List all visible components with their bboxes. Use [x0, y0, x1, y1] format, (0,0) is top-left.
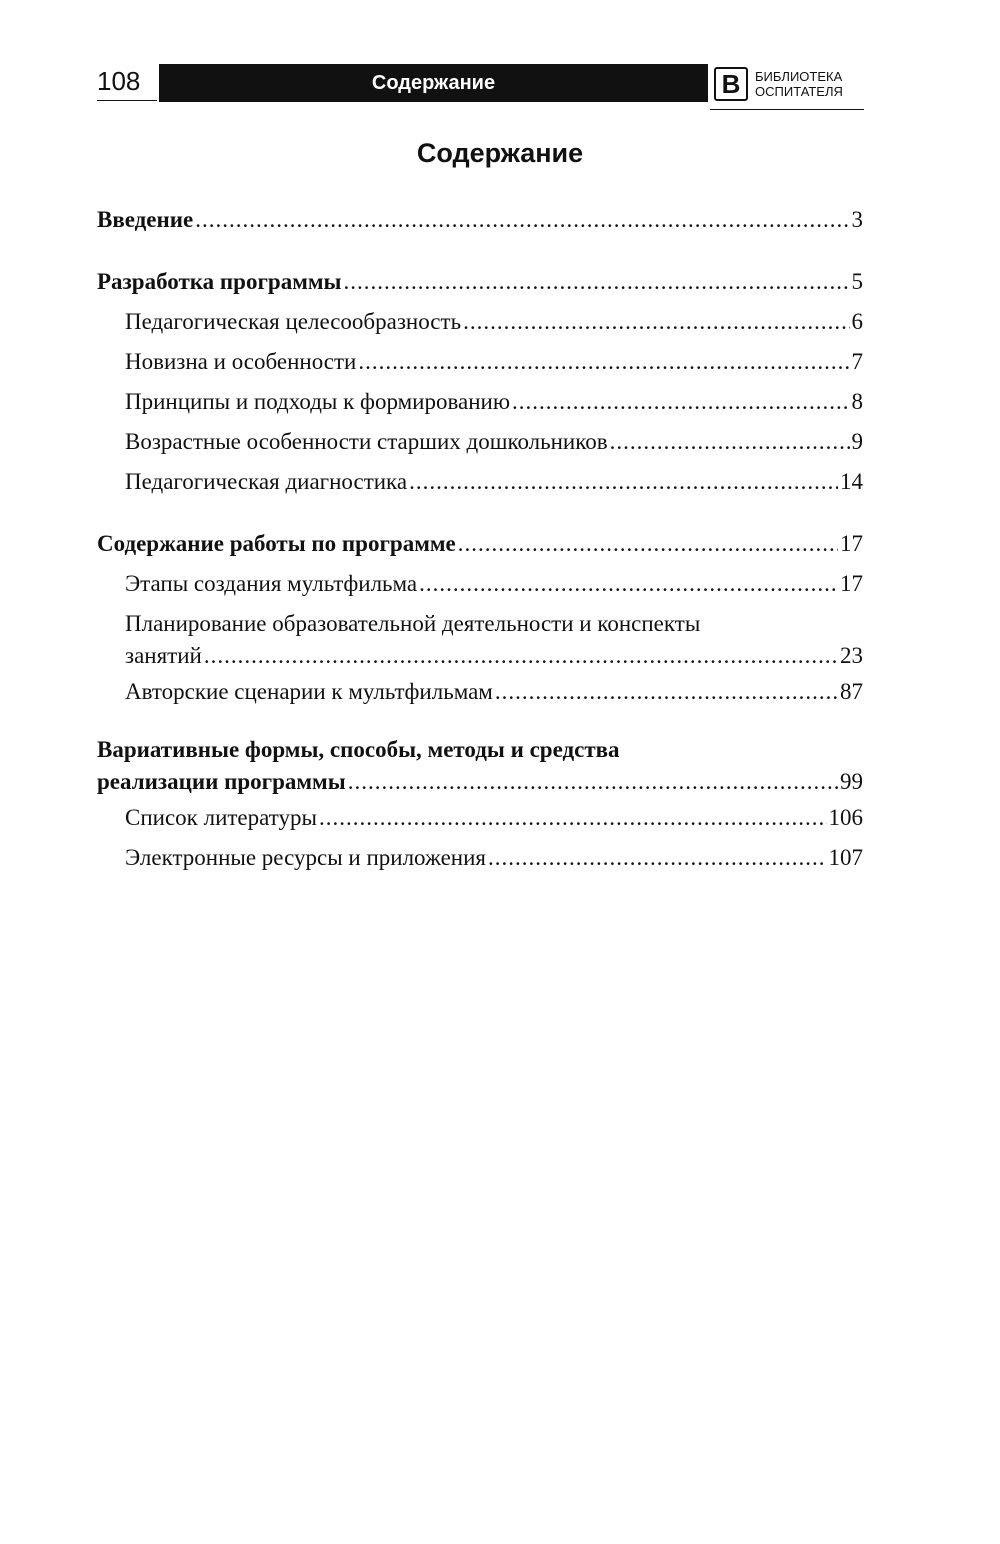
toc-entry-label: Электронные ресурсы и приложения [125, 845, 486, 870]
section-gap [97, 502, 863, 524]
toc-entry-page: 17 [840, 571, 863, 596]
toc-entry-page: 3 [851, 207, 863, 232]
section-gap [97, 240, 863, 262]
toc-entry-last-line [125, 640, 863, 672]
dot-leader [463, 302, 849, 342]
dot-leader [488, 838, 827, 878]
dot-leader [319, 798, 827, 838]
toc-entry-label: Разработка программы [97, 269, 342, 294]
toc-entry-last-line [97, 766, 863, 798]
toc-entry-label: Педагогическая диагностика [125, 469, 408, 494]
toc-entry-label: Список литературы [125, 805, 317, 830]
section-gap [97, 712, 863, 734]
toc-entry-page: 9 [851, 429, 863, 454]
running-title: Содержание [371, 71, 496, 94]
toc-entry-label: Этапы создания мультфильма [125, 571, 418, 596]
dot-leader [344, 262, 850, 302]
toc-entry-label: Принципы и подходы к формированию [125, 389, 511, 414]
toc-entry-label: Введение [97, 207, 194, 232]
toc-entry-page: 5 [851, 269, 863, 294]
running-header [97, 64, 864, 110]
toc-entry-page: 8 [851, 389, 863, 414]
page-number: 108 [97, 66, 141, 96]
toc-entry-page: 17 [840, 531, 863, 556]
series-logo-line2: ОСПИТАТЕЛЯ [755, 84, 843, 99]
series-logo-letter: В [714, 67, 748, 101]
page-title: Содержание [416, 138, 584, 168]
toc-entry-page: 23 [840, 643, 863, 668]
dot-leader [495, 672, 838, 712]
toc-entry[interactable] [97, 798, 863, 838]
toc-entry-section-2[interactable] [97, 524, 863, 564]
toc-entry-label: Педагогическая целесообразность [125, 309, 462, 334]
toc-entry-page: 14 [840, 469, 863, 494]
toc-entry[interactable] [97, 672, 863, 712]
dot-leader [458, 524, 838, 564]
toc-entry-page: 106 [828, 805, 863, 830]
toc-entry-page: 7 [851, 349, 863, 374]
toc-entry[interactable] [97, 838, 863, 878]
toc-entry[interactable] [97, 342, 863, 382]
dot-leader [512, 382, 849, 422]
dot-leader [195, 200, 849, 240]
dot-leader [409, 462, 838, 502]
page-number-rule [97, 100, 157, 101]
toc-entry-section-1[interactable] [97, 262, 863, 302]
toc-entry-page: 107 [828, 845, 863, 870]
series-logo [710, 64, 864, 110]
toc-entry-label: Возрастные особенности старших дошкольников [125, 429, 608, 454]
toc-entry[interactable] [97, 462, 863, 502]
toc-entry-label: Новизна и особенности [125, 349, 357, 374]
series-logo-rule [710, 109, 864, 110]
toc-entry[interactable] [97, 422, 863, 462]
series-logo-text [755, 69, 843, 99]
toc-entry-label-line1: Планирование образовательной деятельности и конспекты [125, 611, 701, 636]
toc-entry-page: 6 [851, 309, 863, 334]
dot-leader [610, 422, 850, 462]
dot-leader [348, 766, 838, 798]
dot-leader [358, 342, 849, 382]
table-of-contents [97, 200, 863, 878]
toc-entry-label-line1: Вариативные формы, способы, методы и средства [97, 737, 620, 762]
toc-entry-label: Содержание работы по программе [97, 531, 456, 556]
dot-leader [419, 564, 838, 604]
toc-entry-label-line2: реализации программы [97, 769, 346, 794]
toc-entry-page: 99 [840, 769, 863, 794]
toc-entry-page: 87 [840, 679, 863, 704]
toc-entry-label: Авторские сценарии к мультфильмам [125, 679, 493, 704]
toc-entry[interactable] [97, 382, 863, 422]
toc-entry[interactable] [97, 302, 863, 342]
dot-leader [204, 640, 838, 672]
toc-entry-intro[interactable] [97, 200, 863, 240]
toc-entry-wrapped[interactable] [97, 604, 863, 672]
toc-entry-section-3[interactable] [97, 734, 863, 798]
running-title-bar [159, 64, 708, 102]
toc-entry-label-line2: занятий [125, 643, 202, 668]
toc-entry[interactable] [97, 564, 863, 604]
series-logo-line1: БИБЛИОТЕКА [755, 69, 843, 84]
